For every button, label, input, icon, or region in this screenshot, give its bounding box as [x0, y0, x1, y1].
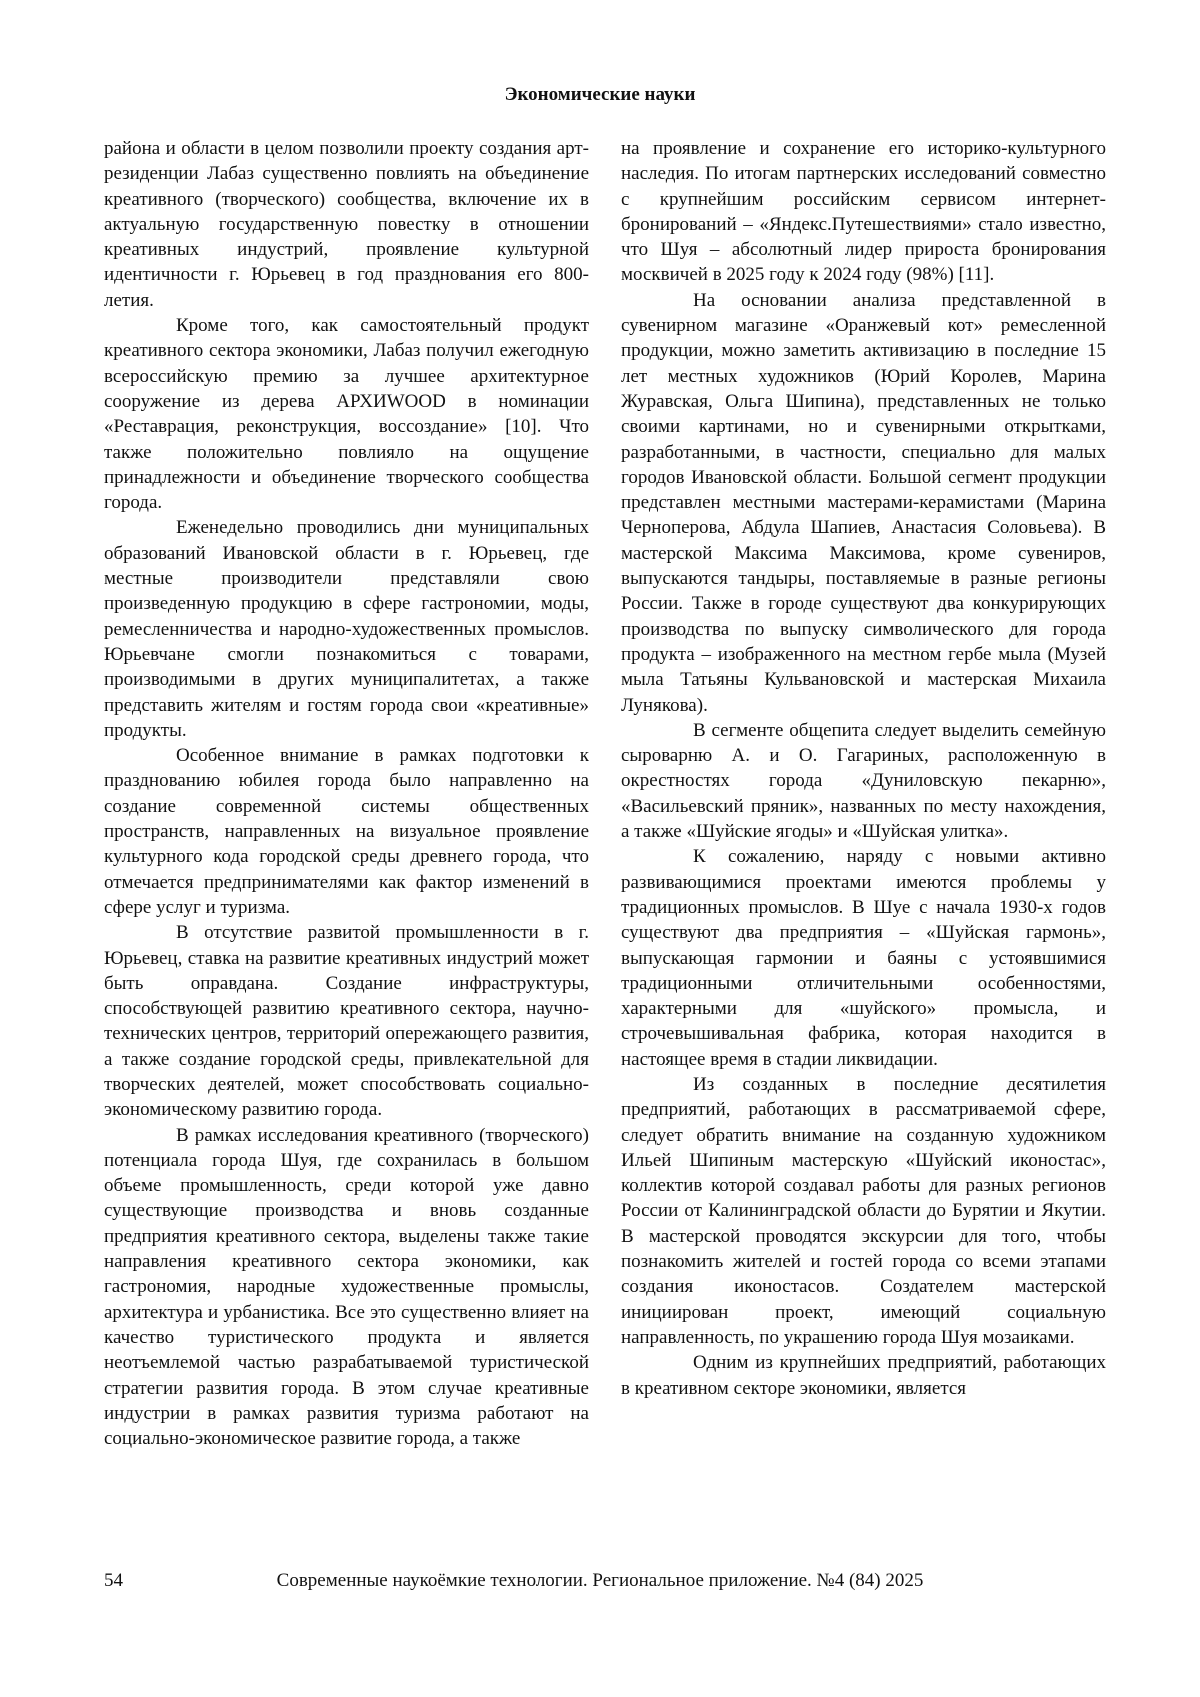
paragraph: В отсутствие развитой промышленности в г. Юрьевец, ставка на развитие креативных индустрий может быть оправдана. Создание инфраструктуры, способствующей развитию креативного сектора, научно-технических центров, территорий опережающего развития, а также создание городской среды, привлекательной для творческих деятелей, может способствовать социально-экономическому развитию города. — [104, 922, 589, 1121]
paragraph: На основании анализа представленной в сувенирном магазине «Оранжевый кот» ремесленной продукции, можно заметить активизацию в последние 15 лет местных художников (Юрий Королев, Марина Журавская, Ольга Шипина), представленных не только своими картинами, но и сувенирными открытками, разработанными, в частности, специально для малых городов Ивановской области. Большой сегмент продукции представлен местными мастерами-керамистами (Марина Черноперова, Абдула Шапиев, Анастасия Соловьева). В мастерской Максима Максимова, кроме сувениров, выпускаются тандыры, поставляемые в разные регионы России. Также в городе существуют два конкурирующих производства по выпуску символического для города продукта – изображенного на местном гербе мыла (Музей мыла Татьяны Кульвановской и мастерская Михаила Лунякова). — [621, 289, 1106, 716]
paragraph: Особенное внимание в рамках подготовки к празднованию юбилея города было направленно на создание современной системы общественных пространств, направленных на визуальное проявление культурного кода городской среды древнего города, что отмечается предпринимателями как фактор изменений в сфере услуг и туризма. — [104, 745, 589, 918]
paragraph: на проявление и сохранение его историко-культурного наследия. По итогам партнерских исследований совместно с крупнейшим российским сервисом интернет-бронирований – «Яндекс.Путешествиями» стало известно, что Шуя – абсолютный лидер прироста бронирования москвичей в 2025 году к 2024 году (98%) [11]. — [621, 138, 1106, 286]
paragraph: района и области в целом позволили проекту создания арт-резиденции Лабаз существенно повлиять на объединение креативного (творческого) сообщества, включение их в актуальную государственную повестку в отношении креативных индустрий, проявление культурной идентичности г. Юрьевец в год празднования его 800-летия. — [104, 138, 589, 311]
right-column — [621, 136, 1106, 1401]
left-column — [104, 136, 589, 1451]
paragraph: К сожалению, наряду с новыми активно развивающимися проектами имеются проблемы у традиционных промыслов. В Шуе с начала 1930-х годов существуют два предприятия – «Шуйская гармонь», выпускающая гармонии и баяны с устоявшимися традиционными отличительными особенностями, характерными для «шуйского» промысла, и строчевышивальная фабрика, которая находится в настоящее время в стадии ликвидации. — [621, 846, 1106, 1070]
paragraph: Еженедельно проводились дни муниципальных образований Ивановской области в г. Юрьевец, где местные производители представляли свою произведенную продукцию в сфере гастрономии, моды, ремесленничества и народно-художественных промыслов. Юрьевчане смогли познакомиться с товарами, производимыми в других муниципалитетах, а также представить жителям и гостям города свои «креативные» продукты. — [104, 517, 589, 741]
paragraph: Из созданных в последние десятилетия предприятий, работающих в рассматриваемой сфере, следует обратить внимание на созданную художником Ильей Шипиным мастерскую «Шуйский иконостас», коллектив которой создавал работы для разных регионов России от Калининградской области до Бурятии и Якутии. В мастерской проводятся экскурсии для того, чтобы познакомить жителей и гостей города со всеми этапами создания иконостасов. Создателем мастерской инициирован проект, имеющий социальную направленность, по украшению города Шуя мозаиками. — [621, 1073, 1106, 1348]
section-header: Экономические науки — [504, 84, 696, 105]
paragraph: В рамках исследования креативного (творческого) потенциала города Шуя, где сохранилась в большом объеме промышленность, среди которой уже давно существующие производства и вновь созданные предприятия креативного сектора, выделены также такие направления креативного сектора экономики, как гастрономия, народные художественные промыслы, архитектура и урбанистика. Все это существенно влияет на качество туристического продукта и является неотъемлемой частью разрабатываемой туристической стратегии развития города. В этом случае креативные индустрии в рамках развития туризма работают на социально-экономическое развитие города, а также — [104, 1124, 589, 1450]
paragraph: В сегменте общепита следует выделить семейную сыроварню А. и О. Гагариных, расположенную в окрестностях города «Дуниловскую пекарню», «Васильевский пряник», названных по месту нахождения, а также «Шуйские ягоды» и «Шуйская улитка». — [621, 719, 1106, 843]
paragraph: Одним из крупнейших предприятий, работающих в креативном секторе экономики, является — [621, 1352, 1106, 1399]
paragraph: Кроме того, как самостоятельный продукт креативного сектора экономики, Лабаз получил ежегодную всероссийскую премию за лучшее архитектурное сооружение из дерева АРХИWOOD в номинации «Реставрация, реконструкция, воссоздание» [10]. Что также положительно повлияло на ощущение принадлежности и объединение творческого сообщества города. — [104, 315, 589, 514]
journal-title: Современные наукоёмкие технологии. Региональное приложение. №4 (84) 2025 — [276, 1570, 924, 1591]
page-number: 54 — [104, 1570, 123, 1591]
